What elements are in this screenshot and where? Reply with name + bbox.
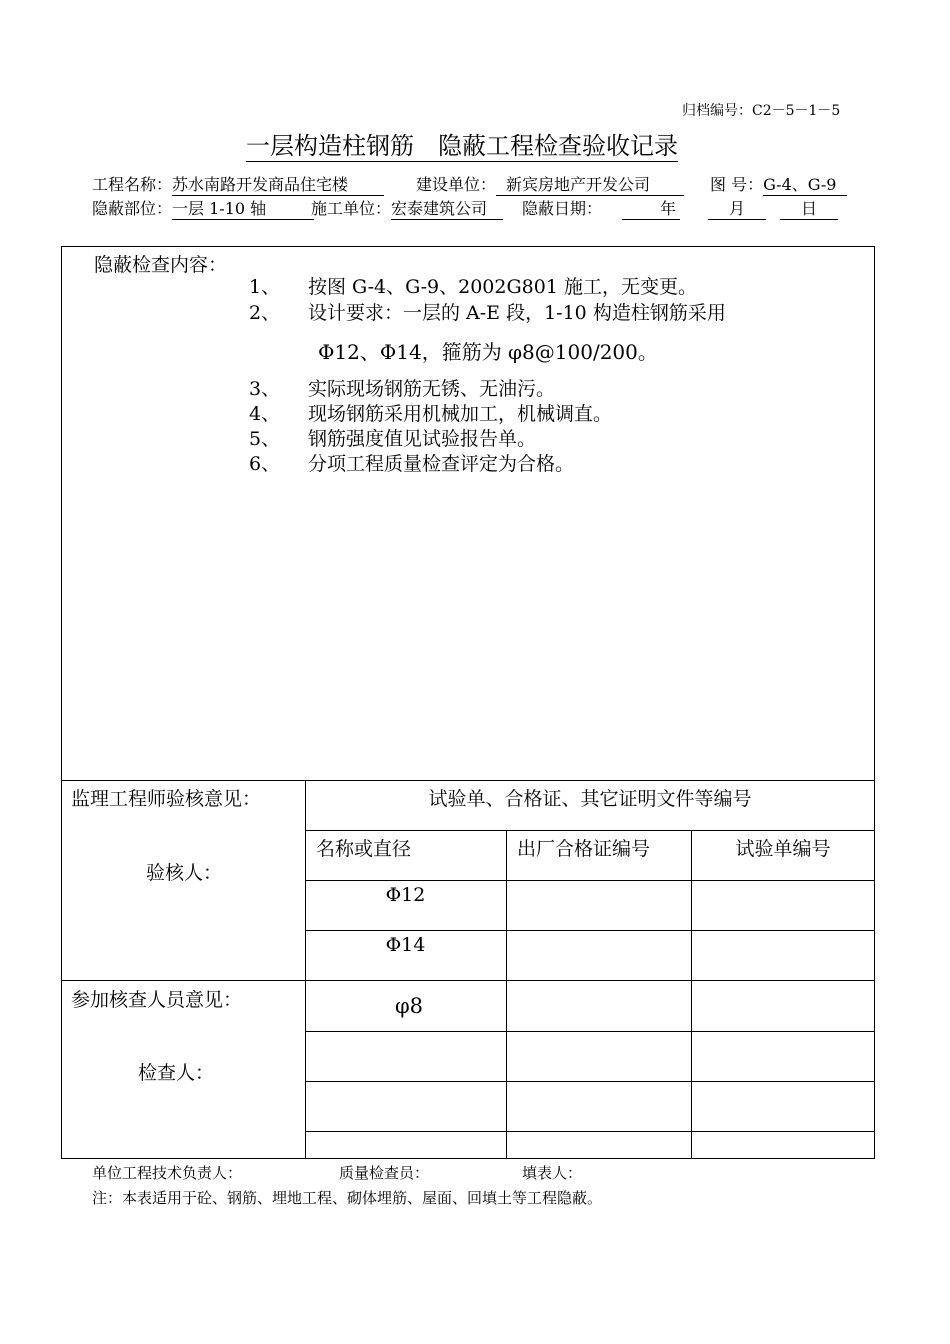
month-field [708, 199, 766, 220]
date-label: 隐蔽日期： [522, 199, 603, 218]
page-title: 一层构造柱钢筋 隐蔽工程检查验收记录 [246, 132, 678, 160]
content-item-text: 分项工程质量检查评定为合格。 [308, 453, 575, 475]
contractor-value: 宏泰建筑公司 [391, 199, 503, 220]
docs-col-header: 名称或直径 [316, 838, 412, 860]
content-item-text: Φ12、Φ14，箍筋为 φ8@100/200。 [318, 340, 658, 364]
year-field [622, 199, 680, 220]
part-label: 隐蔽部位： [92, 199, 173, 218]
project-value: 苏水南路开发商品住宅楼 [172, 175, 384, 196]
participants-opinion-label: 参加核查人员意见： [71, 989, 243, 1011]
docs-row-name: φ8 [394, 994, 424, 1018]
archive-code: C2－5－1－5 [752, 103, 841, 119]
content-item-num: 3、 [249, 378, 281, 400]
table-rule [305, 780, 306, 1159]
day-label: 日 [800, 199, 817, 218]
day-field [780, 199, 838, 220]
header-row-2 [92, 199, 314, 220]
builder-value: 新宾房地产开发公司 [496, 175, 684, 196]
content-item-num: 1、 [249, 276, 281, 298]
contractor-field [311, 199, 503, 220]
content-item-text: 按图 G-4、G-9、2002G801 施工，无变更。 [308, 276, 697, 298]
month-label: 月 [728, 199, 745, 218]
year-label: 年 [659, 199, 676, 218]
table-rule [691, 830, 692, 1159]
content-divider [61, 780, 875, 781]
content-item-num: 5、 [249, 428, 281, 450]
date-field [522, 199, 602, 219]
content-item-text: 钢筋强度值见试验报告单。 [308, 428, 537, 450]
content-item-text: 设计要求：一层的 A-E 段，1-10 构造柱钢筋采用 [308, 302, 726, 324]
part-value: 一层 1-10 轴 [172, 199, 314, 220]
content-item-text: 现场钢筋采用机械加工，机械调直。 [308, 403, 613, 425]
content-item-text: 实际现场钢筋无锈、无油污。 [308, 378, 556, 400]
drawing-value: G-4、G-9 [763, 175, 847, 196]
table-rule [61, 980, 875, 981]
drawing-field [710, 175, 847, 196]
content-heading: 隐蔽检查内容： [94, 254, 228, 276]
docs-table-caption: 试验单、合格证、其它证明文件等编号 [428, 788, 752, 810]
footer-note: 注：本表适用于砼、钢筋、埋地工程、砌体埋筋、屋面、回填土等工程隐蔽。 [92, 1189, 603, 1207]
table-rule [305, 930, 875, 931]
tech-lead-label: 单位工程技术负责人： [92, 1164, 243, 1182]
archive-number [682, 100, 840, 120]
docs-col-header: 出厂合格证编号 [517, 838, 651, 860]
table-rule [305, 880, 875, 881]
content-item-num: 6、 [249, 453, 281, 475]
project-label: 工程名称： [92, 175, 173, 194]
contractor-label: 施工单位： [311, 199, 392, 218]
docs-row-name: Φ14 [385, 934, 426, 956]
content-item-num: 2、 [249, 302, 281, 324]
quality-inspector-label: 质量检查员： [339, 1164, 430, 1182]
form-filler-label: 填表人： [522, 1164, 583, 1182]
builder-label: 建设单位： [416, 175, 497, 194]
table-rule [305, 1131, 875, 1132]
participants-signer-label: 检查人： [138, 1062, 215, 1084]
supervisor-opinion-label: 监理工程师验核意见： [71, 788, 262, 810]
content-item-num: 4、 [249, 403, 281, 425]
supervisor-signer-label: 验核人： [146, 862, 223, 884]
header-row-1 [92, 175, 384, 196]
table-rule [305, 830, 875, 831]
drawing-label: 图 号： [710, 175, 764, 194]
docs-row-name: Φ12 [385, 884, 426, 906]
docs-col-header: 试验单编号 [735, 838, 831, 860]
builder-field [416, 175, 684, 196]
table-rule [305, 1031, 875, 1032]
archive-label: 归档编号： [682, 103, 752, 119]
table-rule [305, 1081, 875, 1082]
